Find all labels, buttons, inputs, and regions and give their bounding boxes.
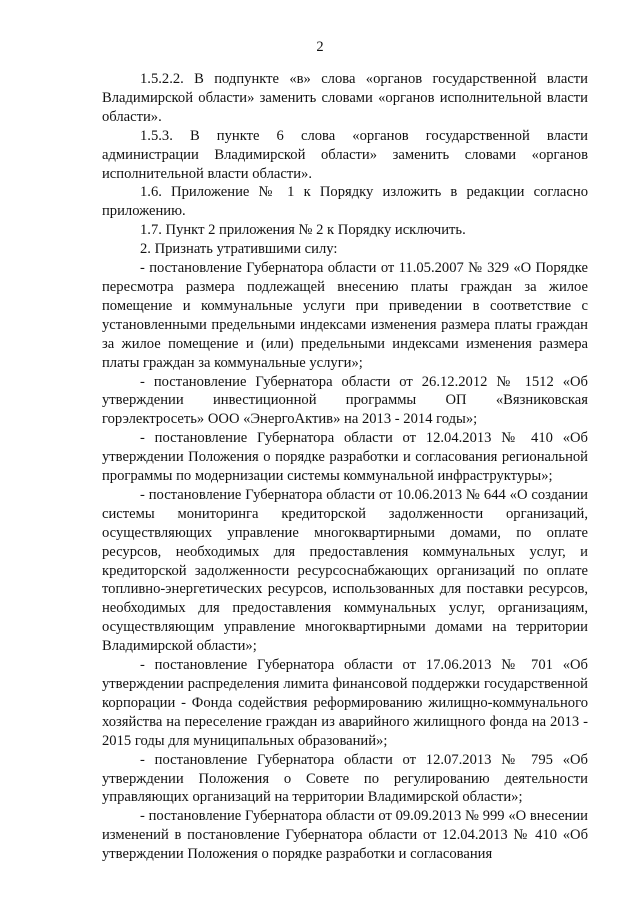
repealed-item: - постановление Губернатора области от 17.06.2013 № 701 «Об утверждении распределения лимита финансовой поддержки государственной корпорации - Фонда содействия реформированию жилищно-коммунального хозяйства на переселение граждан из аварийного жилищного фонда на 2013 - 2015 годы для муниципальных образований»; <box>102 657 588 749</box>
repealed-item: - постановление Губернатора области от 26.12.2012 № 1512 «Об утверждении инвестиционной программы ОП «Вязниковская горэлектросеть» ООО «ЭнергоАктив» на 2013 - 2014 годы»; <box>102 373 588 428</box>
paragraph-1-6: 1.6. Приложение № 1 к Порядку изложить в редакции согласно приложению. <box>102 184 588 220</box>
page-number: 2 <box>316 39 324 55</box>
paragraph-1-5-2-2: 1.5.2.2. В подпункте «в» слова «органов государственной власти Владимирской области» заменить словами «органов исполнительной власти области». <box>102 71 588 125</box>
repealed-item: - постановление Губернатора области от 09.09.2013 № 999 «О внесении изменений в постановление Губернатора области от 12.04.2013 № 410 «Об утверждении Положения о порядке разработки и согласования <box>102 808 588 863</box>
paragraph-1-5-3: 1.5.3. В пункте 6 слова «органов государственной власти администрации Владимирской области» заменить словами «органов исполнительной власти области». <box>102 127 588 182</box>
repealed-item: - постановление Губернатора области от 10.06.2013 № 644 «О создании системы мониторинга кредиторской задолженности организаций, осуществляющих управление многоквартирными домами, по оплате ресурсов, необходимых для предоставления коммунальных услуг, и кредиторской задолженности ресурсоснабжающих организаций по оплате топливно-энергетических ресурсов, использованных для поставки ресурсов, необходимых для предоставления коммунальных услуг, организациям, осуществляющим управление многоквартирными домами на территории Владимирской области»; <box>102 486 588 655</box>
repealed-item: - постановление Губернатора области от 12.04.2013 № 410 «Об утверждении Положения о порядке разработки и согласования региональной программы по модернизации системы коммунальной инфраструктуры»; <box>102 430 588 485</box>
paragraph-2: 2. Признать утратившими силу: <box>140 241 338 258</box>
repealed-item: - постановление Губернатора области от 11.05.2007 № 329 «О Порядке пересмотра размера подлежащей внесению платы граждан за жилое помещение и коммунальные услуги при приведении в соответствие с установленными предельными индексами изменения размера платы граждан за жилое помещение и (или) предельными индексами изменения размера платы граждан за коммунальные услуги»; <box>102 260 588 371</box>
document-body <box>102 70 588 864</box>
repealed-item: - постановление Губернатора области от 12.07.2013 № 795 «Об утверждении Положения о Совете по регулированию деятельности управляющих организаций на территории Владимирской области»; <box>102 751 588 806</box>
paragraph-1-7: 1.7. Пункт 2 приложения № 2 к Порядку исключить. <box>140 222 466 239</box>
